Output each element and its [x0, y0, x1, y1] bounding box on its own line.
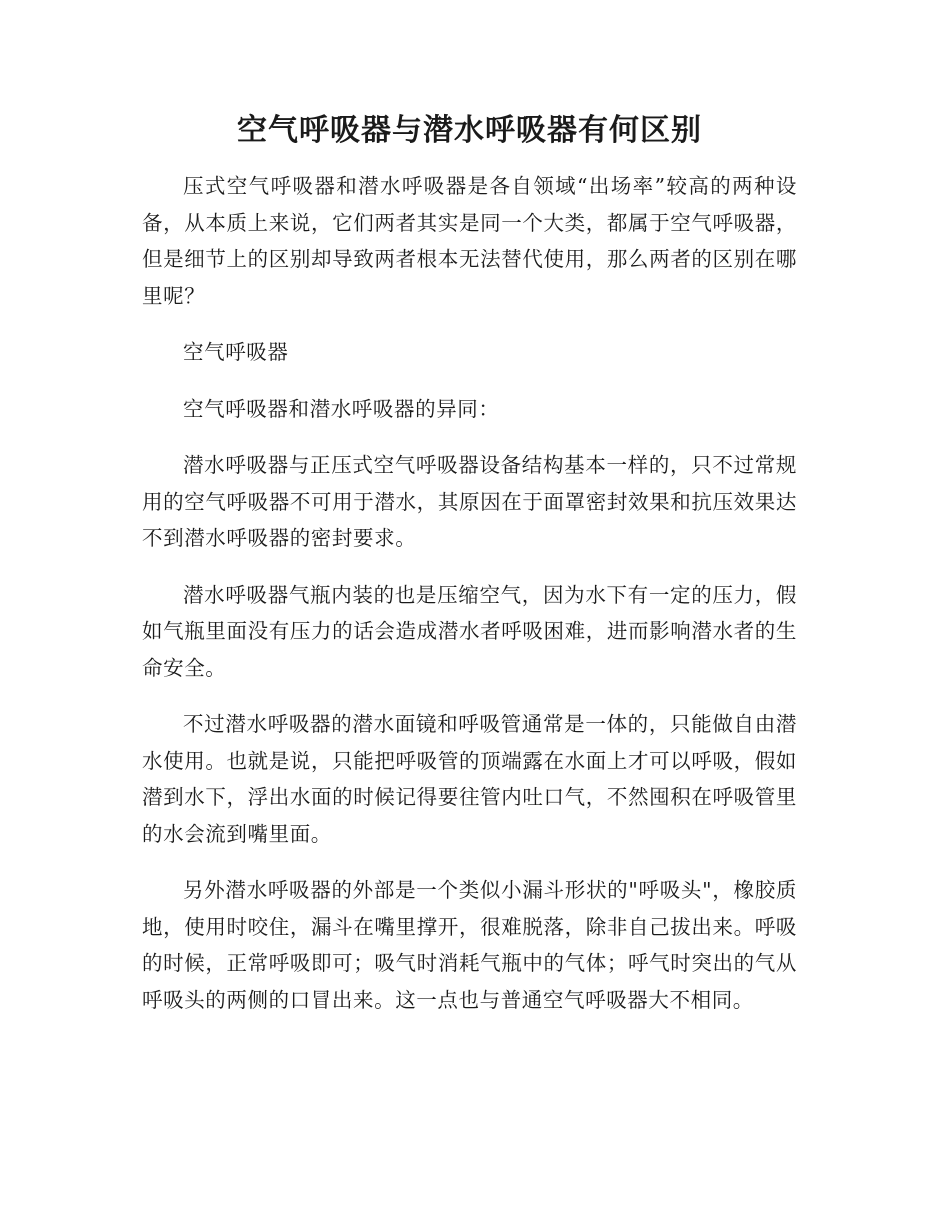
document-title: 空气呼吸器与潜水呼吸器有何区别: [237, 113, 702, 148]
paragraph-cylinder: 潜水呼吸器气瓶内装的也是压缩空气，因为水下有一定的压力，假如气瓶里面没有压力的话会造成潜水者呼吸困难，进而影响潜水者的生命安全。: [142, 582, 797, 680]
document-page: [142, 108, 797, 1038]
paragraph-structure: 潜水呼吸器与正压式空气呼吸器设备结构基本一样的，只不过常规用的空气呼吸器不可用于潜水，其原因在于面罩密封效果和抗压效果达不到潜水呼吸器的密封要求。: [142, 453, 797, 550]
paragraph-comparison-heading: 空气呼吸器和潜水呼吸器的异同：: [183, 396, 500, 421]
paragraph-snorkel: 不过潜水呼吸器的潜水面镜和呼吸管通常是一体的，只能做自由潜水使用。也就是说，只能把呼吸管的顶端露在水面上才可以呼吸，假如潜到水下，浮出水面的时候记得要往管内吐口气，不然囤积在呼吸管里的水会流到嘴里面。: [142, 712, 797, 846]
paragraph-intro: 压式空气呼吸器和潜水呼吸器是各自领域“出场率”较高的两种设备，从本质上来说，它们两者其实是同一个大类，都属于空气呼吸器，但是细节上的区别却导致两者根本无法替代使用，那么两者的区别在哪里呢？: [142, 174, 797, 308]
paragraph-mouthpiece: 另外潜水呼吸器的外部是一个类似小漏斗形状的"呼吸头"，橡胶质地，使用时咬住，漏斗在嘴里撑开，很难脱落，除非自己拔出来。呼吸的时候，正常呼吸即可；吸气时消耗气瓶中的气体；呼气时突出的气从呼吸头的两侧的口冒出来。这一点也与普通空气呼吸器大不相同。: [142, 878, 797, 1012]
paragraph-section-heading: 空气呼吸器: [183, 340, 289, 364]
